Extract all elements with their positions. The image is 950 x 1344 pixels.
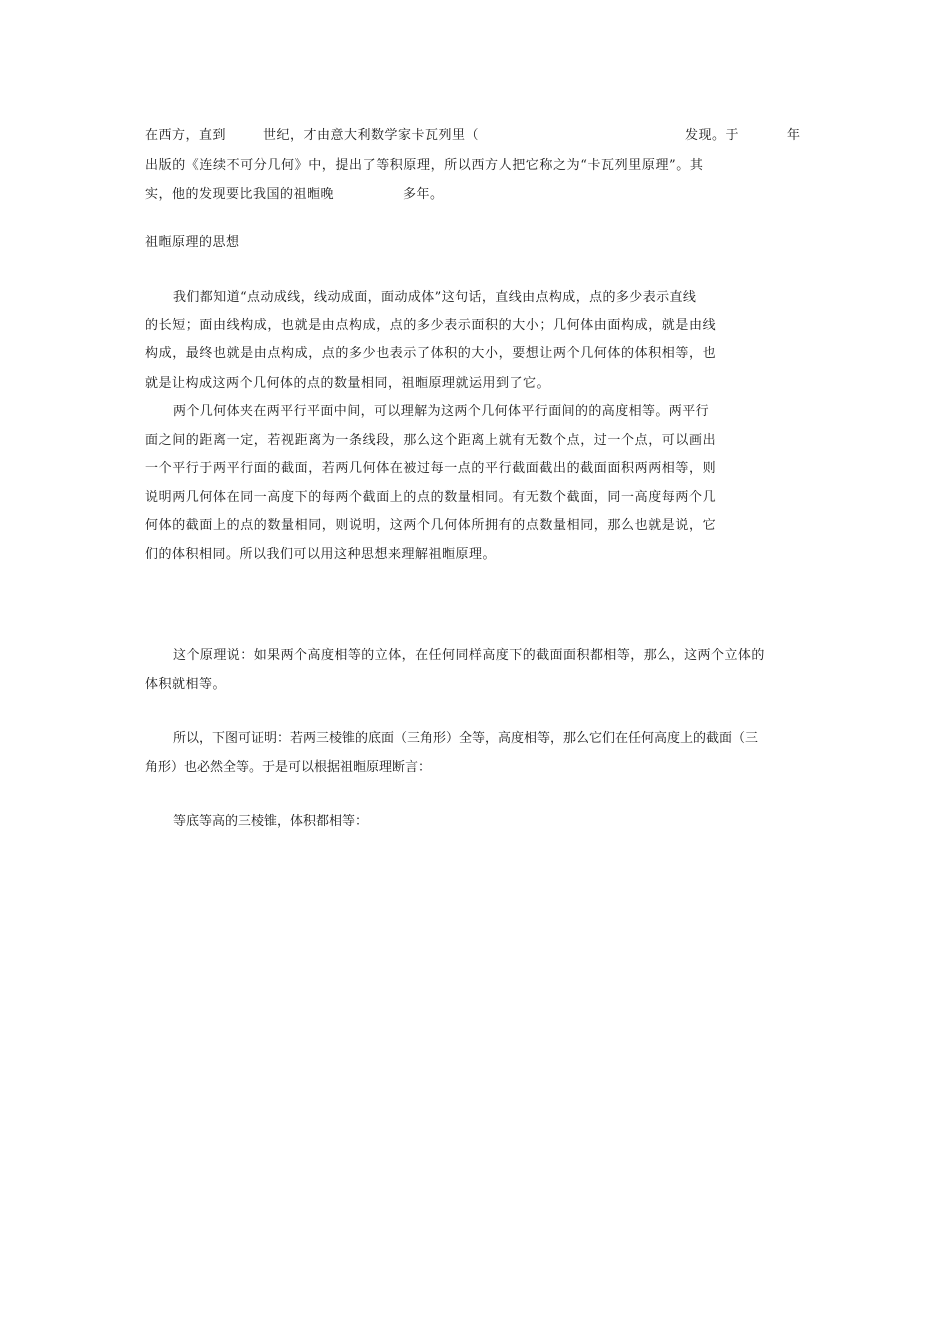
section-title: 祖暅原理的思想 (145, 235, 240, 250)
proof-line-2: 角形）也必然全等。于是可以根据祖暅原理断言： (145, 760, 432, 775)
intro-text-segment: 年 (787, 128, 801, 143)
idea-line: 就是让构成这两个几何体的点的数量相同，祖暅原理就运用到了它。 (145, 376, 551, 391)
idea-line: 一个平行于两平行面的截面，若两几何体在被过每一点的平行截面截出的截面面积两两相等，则 (145, 461, 717, 476)
proof-line-1: 所以，下图可证明：若两三棱锥的底面（三角形）全等，高度相等，那么它们在任何高度上的截面（三 (173, 731, 759, 746)
intro-text-segment: 多年。 (403, 187, 444, 202)
principle-line-2: 体积就相等。 (145, 677, 227, 692)
idea-line: 我们都知道“点动成线，线动成面，面动成体”这句话，直线由点构成，点的多少表示直线 (173, 290, 697, 305)
idea-line: 的长短；面由线构成，也就是由点构成，点的多少表示面积的大小；几何体由面构成，就是由线 (145, 318, 717, 333)
conclusion-line: 等底等高的三棱锥，体积都相等： (173, 814, 369, 829)
intro-text-segment: 在西方，直到 (145, 128, 227, 143)
principle-line-1: 这个原理说：如果两个高度相等的立体，在任何同样高度下的截面面积都相等，那么，这两个立体的 (173, 648, 765, 663)
intro-text-segment: 实，他的发现要比我国的祖暅晚 (145, 187, 335, 202)
idea-line: 面之间的距离一定，若视距离为一条线段，那么这个距离上就有无数个点，过一个点，可以画出 (145, 433, 717, 448)
idea-line: 们的体积相同。所以我们可以用这种思想来理解祖暅原理。 (145, 547, 497, 562)
idea-line: 构成，最终也就是由点构成，点的多少也表示了体积的大小，要想让两个几何体的体积相等，也 (145, 346, 717, 361)
intro-line-2: 出版的《连续不可分几何》中，提出了等积原理，所以西方人把它称之为“卡瓦列里原理”。其 (145, 158, 704, 173)
idea-line: 说明两几何体在同一高度下的每两个截面上的点的数量相同。有无数个截面，同一高度每两个几 (145, 490, 717, 505)
intro-text-segment: 发现。于 (685, 128, 740, 143)
idea-line: 何体的截面上的点的数量相同，则说明，这两个几何体所拥有的点数量相同，那么也就是说，它 (145, 518, 717, 533)
idea-line: 两个几何体夹在两平行平面中间，可以理解为这两个几何体平行面间的的高度相等。两平行 (173, 404, 710, 419)
intro-text-segment: 世纪，才由意大利数学家卡瓦列里（ (263, 128, 480, 143)
